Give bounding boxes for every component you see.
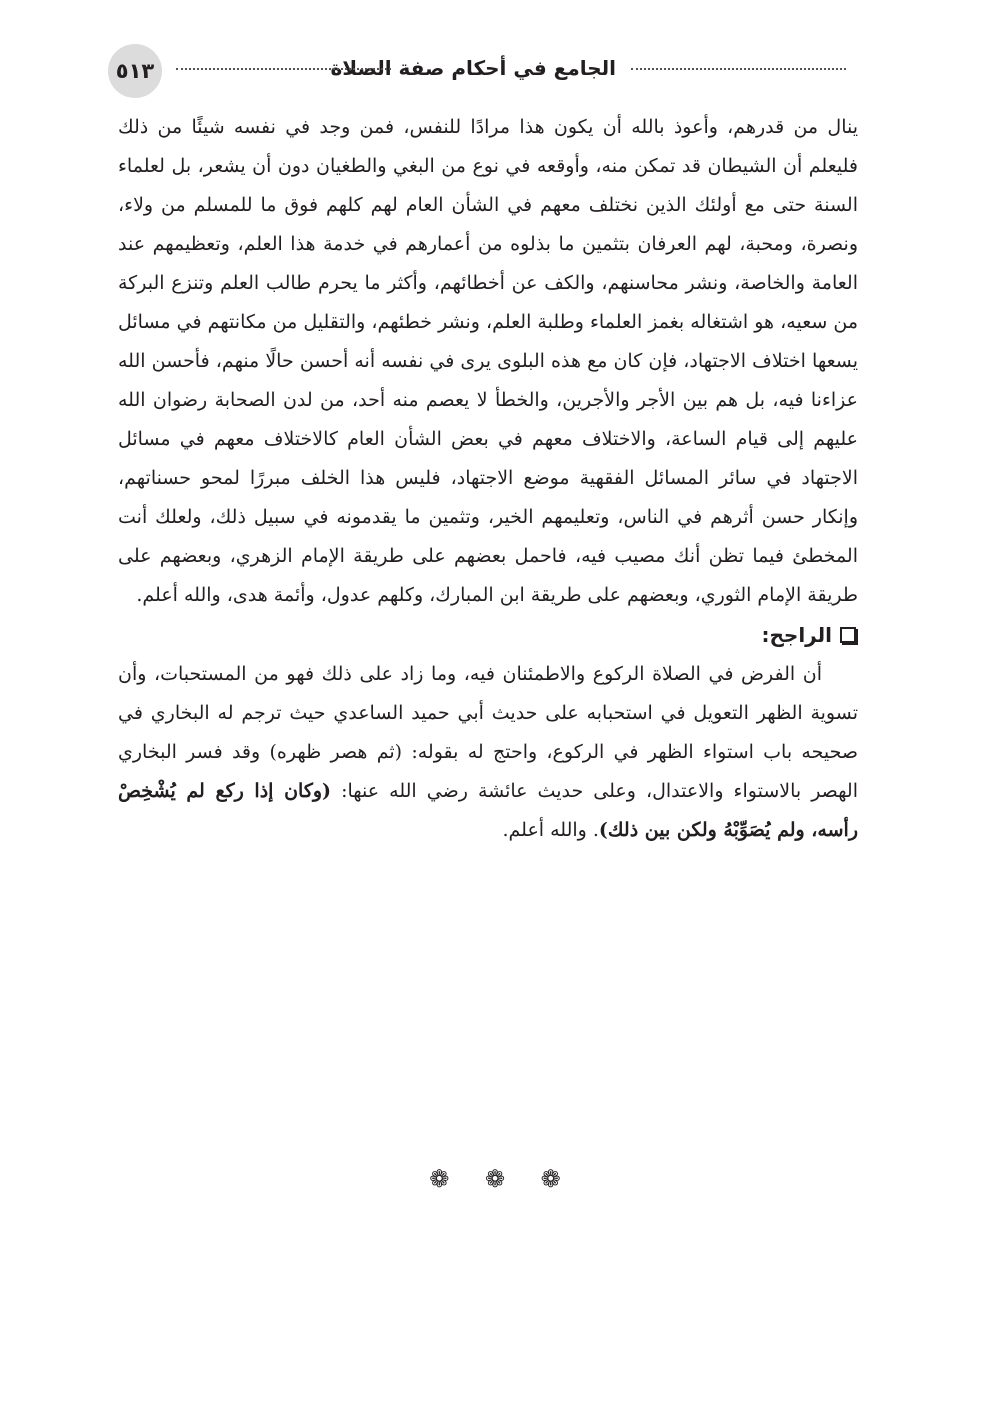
header-dotted-rule-left	[176, 68, 391, 70]
section-heading-label: الراجح:	[761, 623, 832, 647]
hadith-quote: (وكان إذا ركع لم يُشْخِصْ رأسه، ولم يُصَوِّبْهُ ولكن بين ذلك)	[118, 780, 858, 841]
paragraph-2	[118, 655, 858, 850]
paragraph-2-text: أن الفرض في الصلاة الركوع والاطمئنان فيه، وما زاد على ذلك فهو من المستحبات، وأن تسوية الظهر التعويل في استحبابه على حديث أبي حميد الساعدي حيث ترجم له البخاري في صحيحه باب استواء الظهر في الركوع، واحتج له بقوله: (ثم هصر ظهره) وقد فسر البخاري الهصر بالاستواء والاعتدال، وعلى حديث عائشة رضي الله عنها:	[118, 663, 858, 802]
page-header	[108, 42, 846, 98]
paragraph-2-closing: . والله أعلم.	[502, 819, 599, 841]
section-end-ornaments: ❁ ❁ ❁	[429, 1165, 575, 1193]
page-number: ٥١٣	[108, 44, 162, 98]
square-bullet-icon	[840, 627, 856, 643]
page-body	[118, 108, 858, 850]
paragraph-1: ينال من قدرهم، وأعوذ بالله أن يكون هذا مرادًا للنفس، فمن وجد في نفسه شيئًا من ذلك فليعلم أن الشيطان قد تمكن منه، وأوقعه في نوع من البغي والطغيان دون أن يشعر، بل لعلماء السنة حتى مع أولئك الذين نختلف معهم في الشأن العام لهم كلهم فوق ما للمسلم من ولاء، ونصرة، ومحبة، لهم العرفان بتثمين ما بذلوه من أعمارهم في خدمة هذا العلم، وتعظيمهم عند العامة والخاصة، ونشر محاسنهم، والكف عن أخطائهم، وأكثر ما يحرم طالب العلم وتنزع البركة من سعيه، هو اشتغاله بغمز العلماء وطلبة العلم، ونشر خطئهم، والتقليل من مكانتهم في مسائل يسعها اختلاف الاجتهاد، فإن كان مع هذه البلوى يرى في نفسه أنه أحسن حالًا منهم، فأحسن الله عزاءنا فيه، بل هم بين الأجر والأجرين، والخطأ لا يعصم منه أحد، من لدن الصحابة رضوان الله عليهم إلى قيام الساعة، والاختلاف معهم في بعض الشأن العام كالاختلاف معهم في مسائل الاجتهاد في سائر المسائل الفقهية موضع الاجتهاد، فليس هذا الخلف مبررًا لمحو حسناتهم، وإنكار حسن أثرهم في الناس، وتعليمهم الخير، وتثمين ما يقدمونه في سبيل ذلك، ولعلك أنت المخطئ فيما تظن أنك مصيب فيه، فاحمل بعضهم على طريقة الإمام الزهري، وبعضهم على طريقة الإمام الثوري، وبعضهم على طريقة ابن المبارك، وكلهم عدول، وأئمة هدى، والله أعلم.	[118, 116, 858, 606]
running-title: الجامع في أحكام صفة الصلاة	[330, 56, 616, 80]
header-dotted-rule-right	[631, 68, 846, 70]
section-heading	[118, 615, 858, 655]
